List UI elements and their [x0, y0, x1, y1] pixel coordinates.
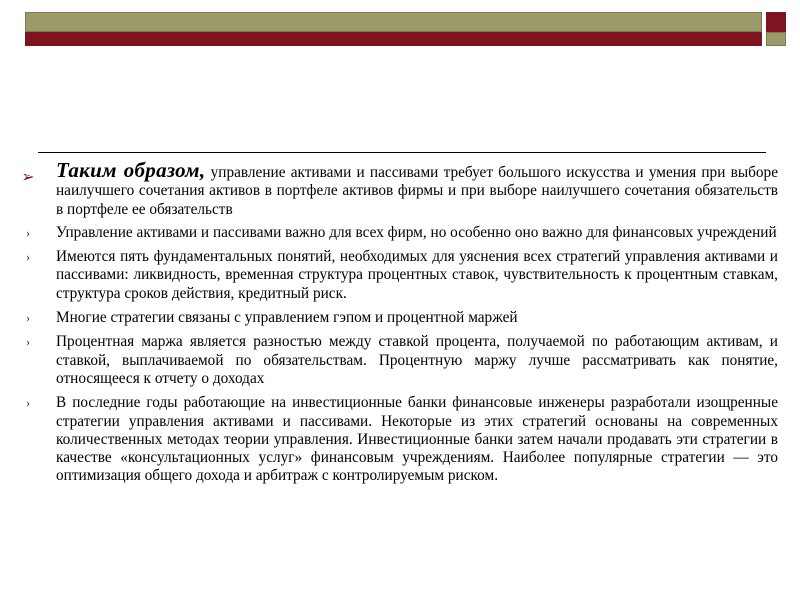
bullet-list [8, 158, 778, 492]
list-item-text: управление активами и пассивами требует большого искусства и умения при выборе наилучшего сочетания активов в портфеле активов фирмы и при выборе наилучшего сочетания обязательств в портфеле ее обязательств [56, 164, 778, 218]
chevron-bullet-icon: › [25, 334, 31, 350]
header-band-olive [25, 12, 762, 32]
chevron-bullet-icon: › [25, 224, 31, 240]
list-item-text: Имеются пять фундаментальных понятий, необходимых для уяснения всех стратегий управления активами и пассивами: ликвидность, временная структура процентных ставок, чувствительность к процентным ставкам, структура сроков действия, кредитный риск. [56, 248, 778, 302]
list-item [8, 333, 778, 388]
list-item-text: Многие стратегии связаны с управлением гэпом и процентной маржей [56, 309, 518, 327]
list-item [8, 394, 778, 485]
title-divider [38, 152, 766, 153]
list-item [8, 248, 778, 303]
arrowhead-bullet-icon: ➢ [21, 169, 35, 186]
list-item-text: Процентная маржа является разностью между ставкой процента, получаемой по работающим активам, и ставкой, выплачиваемой по обязательствам. Процентную маржу лучше рассматривать как понятие, относящееся к отчету о доходах [56, 333, 778, 387]
list-item [8, 224, 778, 242]
list-item [8, 309, 778, 327]
chevron-bullet-icon: › [25, 310, 31, 326]
chevron-bullet-icon: › [25, 249, 31, 265]
corner-square-olive [766, 32, 786, 46]
header-band-red [25, 32, 762, 46]
list-item-text: В последние годы работающие на инвестиционные банки финансовые инженеры разработали изощренные стратегии управления активами и пассивами. Некоторые из этих стратегий основаны на современных количественных методах теории управления. Инвестиционные банки затем начали продавать эти стратегии в качестве «консультационных услуг» финансовым учреждениям. Наиболее популярные стратегии — это оптимизация общего дохода и арбитраж с контролируемым риском. [56, 394, 778, 485]
list-item-text: Управление активами и пассивами важно для всех фирм, но особенно оно важно для финансовых учреждений [56, 223, 777, 241]
corner-square-red [766, 12, 786, 32]
lead-phrase: Таким образом, [56, 158, 206, 182]
list-item [8, 158, 778, 219]
chevron-bullet-icon: › [25, 395, 31, 411]
